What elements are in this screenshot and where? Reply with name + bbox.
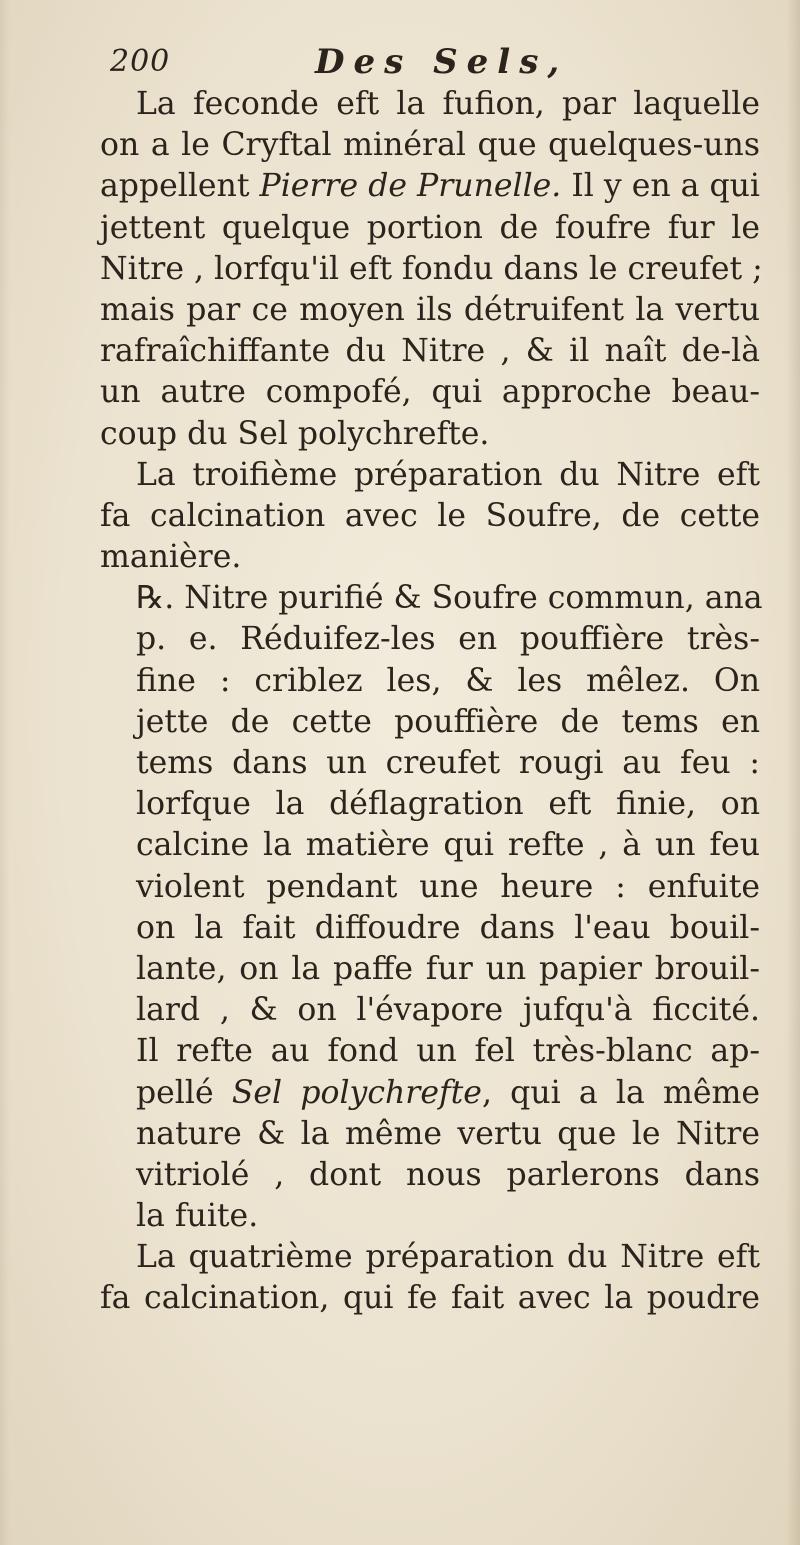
page-header xyxy=(110,44,710,88)
text-line: lorfque la déflagration eft finie, on xyxy=(136,786,760,823)
page-number: 200 xyxy=(110,44,171,79)
text-line: Nitre , lorfqu'il eft fondu dans le creufet ; xyxy=(100,250,763,287)
text-line: nature & la même vertu que le Nitre xyxy=(136,1115,760,1152)
recipe-line: ℞. Nitre purifié & Soufre commun, ana xyxy=(136,580,763,617)
text-line: La feconde eft la fufion, par laquelle xyxy=(136,86,760,122)
text-line: La quatrième préparation du Nitre eft xyxy=(136,1239,760,1276)
page-edge-right xyxy=(786,0,800,1545)
text-line: coup du Sel polychrefte. xyxy=(100,415,490,452)
body-text xyxy=(100,84,763,1320)
text-line: mais par ce moyen ils détruifent la vertu xyxy=(100,291,760,328)
text-line: on a le Cryftal minéral que quelques-uns xyxy=(100,127,760,164)
text-line: on la fait diffoudre dans l'eau bouil- xyxy=(136,909,760,946)
text-line: manière. xyxy=(100,539,242,576)
italic-term: Sel polychrefte xyxy=(231,1074,482,1111)
text-line: fa calcination, qui fe fait avec la poudre xyxy=(100,1280,760,1317)
text-line: Il refte au fond un fel très-blanc ap- xyxy=(136,1033,760,1070)
text-line: violent pendant une heure : enfuite xyxy=(136,868,760,905)
text-line: fa calcination avec le Soufre, de cette xyxy=(100,497,760,534)
page-edge-left xyxy=(0,0,10,1545)
text-line: la fuite. xyxy=(136,1198,259,1235)
text-line: lante, on la paffe fur un papier brouil- xyxy=(136,950,760,987)
text-line: La troifième préparation du Nitre eft xyxy=(136,456,760,493)
text-line: appellent Pierre de Prunelle. Il y en a qui xyxy=(100,168,760,205)
text-line: fine : criblez les, & les mêlez. On xyxy=(136,662,760,699)
text-line: jettent quelque portion de foufre fur le xyxy=(100,209,760,246)
text-line: rafraîchiffante du Nitre , & il naît de-là xyxy=(100,333,760,370)
italic-term: Pierre de Prunelle. xyxy=(259,168,562,205)
text-line: pellé Sel polychrefte, qui a la même xyxy=(136,1074,760,1111)
text-line: lard , & on l'évapore jufqu'à ficcité. xyxy=(136,992,760,1029)
text-line: calcine la matière qui refte , à un feu xyxy=(136,827,760,864)
running-head: Des Sels, xyxy=(315,42,569,82)
text-line: p. e. Réduifez-les en pouffière très- xyxy=(136,621,760,658)
text-line: tems dans un creufet rougi au feu : xyxy=(136,745,760,781)
text-line: un autre compofé, qui approche beau- xyxy=(100,374,760,411)
text-line: vitriolé , dont nous parlerons dans xyxy=(136,1156,760,1193)
text-line: jette de cette pouffière de tems en xyxy=(136,703,760,740)
